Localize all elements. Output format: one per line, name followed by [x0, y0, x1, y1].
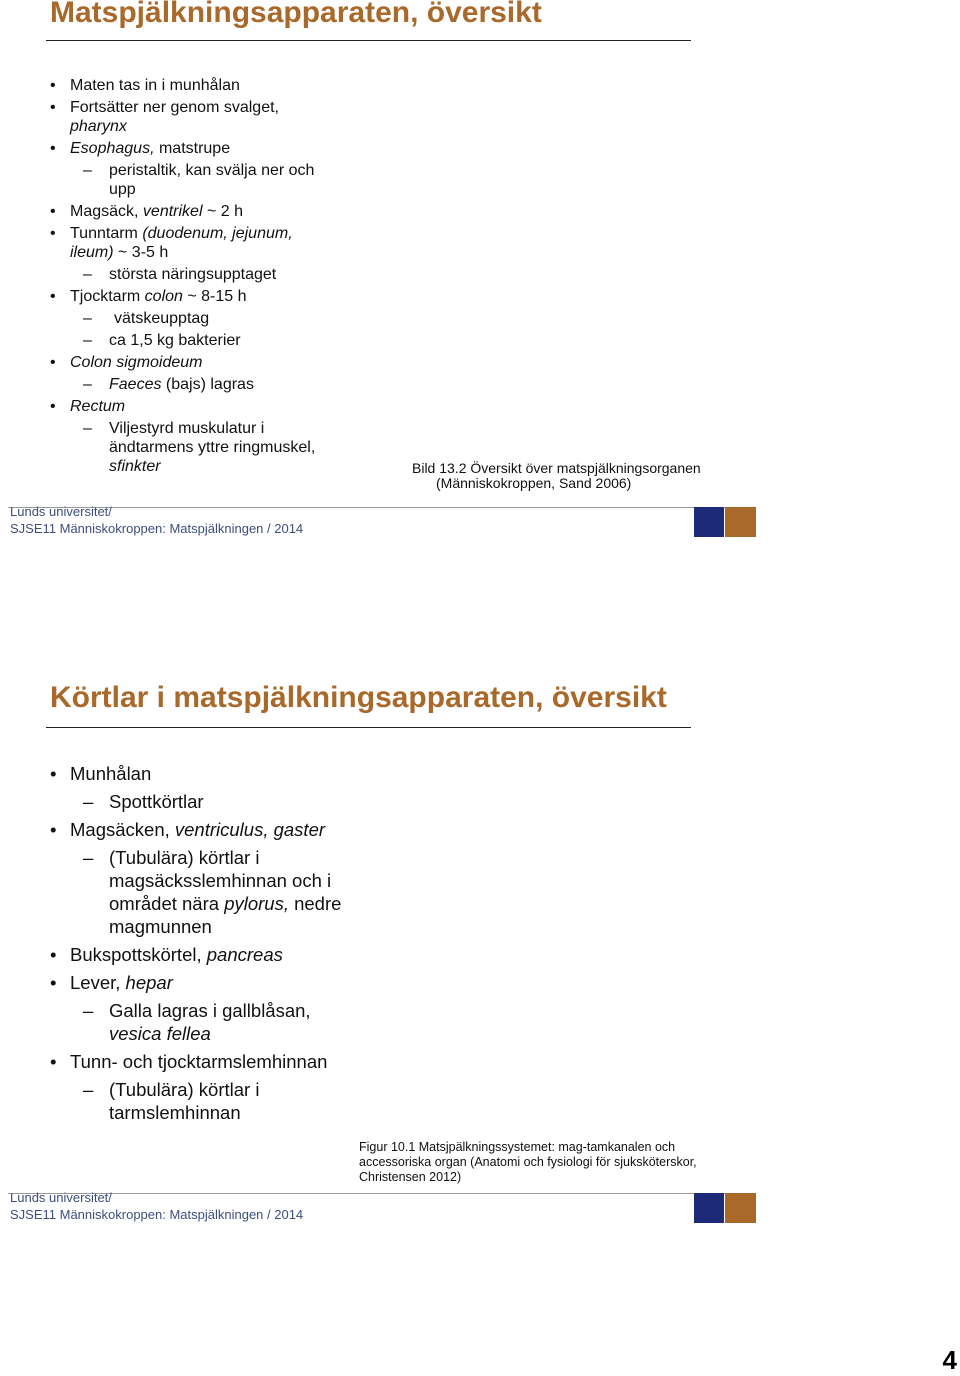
slide2-figure-caption: Figur 10.1 Matsjpälkningssystemet: mag-tamkanalen och accessoriska organ (Anatomi och fysiologi för sjuksköterskor, Christensen 2012)	[359, 1140, 697, 1184]
bullet: • Tjocktarm colon ~ 8-15 h	[50, 287, 315, 306]
slide2-footer: Lunds universitet/ SJSE11 Människokroppen: Matspjälkningen / 2014	[10, 1190, 304, 1222]
sub-bullet: – vätskeupptag	[50, 309, 315, 328]
sub-bullet: – största näringsupptaget	[50, 265, 315, 284]
slide1-figure-caption: Bild 13.2 Översikt över matspjälkningsorganen (Människokroppen, Sand 2006)	[412, 460, 701, 491]
bullet: • Colon sigmoideum	[50, 353, 315, 372]
slide2-bullet-list	[50, 757, 341, 1124]
sub-bullet: – Spottkörtlar	[50, 790, 341, 813]
page-number: 4	[942, 1345, 957, 1375]
sub-bullet: – Galla lagras i gallblåsan, vesica fellea	[50, 999, 341, 1045]
slide2-title: Körtlar i matspjälkningsapparaten, översikt	[50, 681, 667, 714]
bullet: • Fortsätter ner genom svalget, pharynx	[50, 98, 315, 136]
sub-bullet: – Viljestyrd muskulatur i ändtarmens yttre ringmuskel, sfinkter	[50, 419, 315, 476]
bullet: • Tunntarm (duodenum, jejunum, ileum) ~ 3-5 h	[50, 224, 315, 262]
bullet: • Maten tas in i munhålan	[50, 76, 315, 95]
bullet: • Rectum	[50, 397, 315, 416]
slide2-logo-block-blue	[694, 1193, 724, 1223]
slide1-footer: Lunds universitet/ SJSE11 Människokroppen: Matspjälkningen / 2014	[10, 504, 304, 536]
slide2-title-rule	[46, 727, 691, 728]
slide1-title-rule	[46, 40, 691, 41]
bullet: • Lever, hepar	[50, 971, 341, 994]
bullet: • Magsäck, ventrikel ~ 2 h	[50, 202, 315, 221]
bullet: • Esophagus, matstrupe	[50, 139, 315, 158]
sub-bullet: – (Tubulära) körtlar i tarmslemhinnan	[50, 1078, 341, 1124]
slide1-bullet-list	[50, 73, 315, 476]
sub-bullet: – Faeces (bajs) lagras	[50, 375, 315, 394]
slide1-logo-block-brown	[725, 507, 756, 537]
slide1-logo-block-blue	[694, 507, 724, 537]
sub-bullet: – peristaltik, kan svälja ner och upp	[50, 161, 315, 199]
bullet: • Magsäcken, ventriculus, gaster	[50, 818, 341, 841]
bullet: • Tunn- och tjocktarmslemhinnan	[50, 1050, 341, 1073]
slide1-title: Matspjälkningsapparaten, översikt	[50, 0, 542, 29]
sub-bullet: – ca 1,5 kg bakterier	[50, 331, 315, 350]
sub-bullet: – (Tubulära) körtlar i magsäcksslemhinnan och i området nära pylorus, nedre magmunnen	[50, 846, 341, 938]
bullet: • Bukspottskörtel, pancreas	[50, 943, 341, 966]
bullet: • Munhålan	[50, 762, 341, 785]
slide2-logo-block-brown	[725, 1193, 756, 1223]
